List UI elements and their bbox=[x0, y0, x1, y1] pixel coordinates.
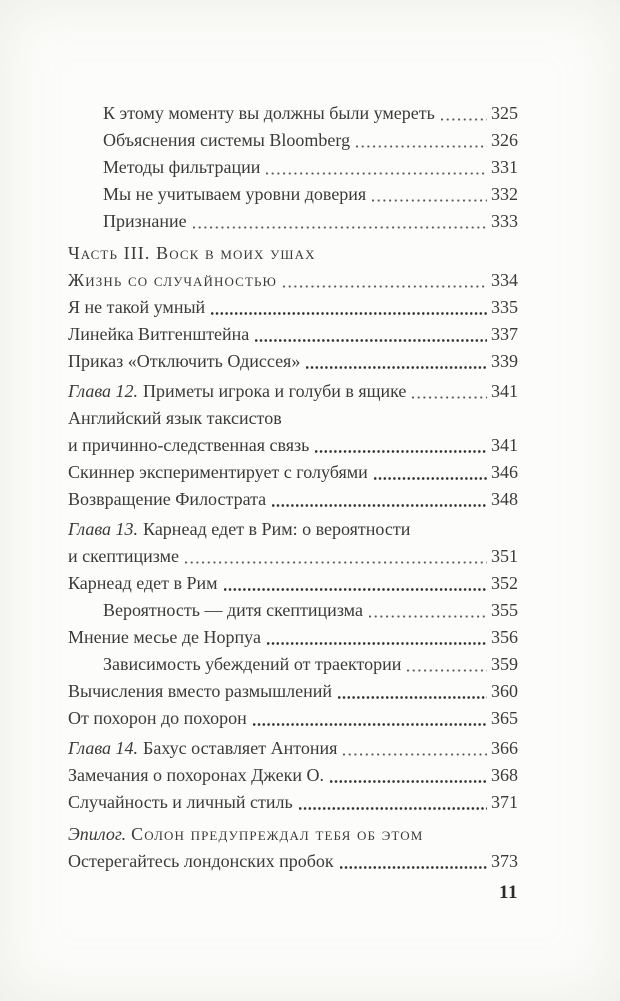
toc-entry bbox=[68, 597, 518, 624]
toc-entry-label: Карнеад едет в Рим: о вероятности bbox=[143, 519, 411, 539]
toc-entry-page-number: 335 bbox=[491, 297, 518, 317]
chapter-prefix: Глава 12. bbox=[68, 381, 139, 401]
toc-entry-page-number: 341 bbox=[491, 381, 518, 401]
toc-entry bbox=[68, 378, 518, 405]
dot-leader bbox=[356, 145, 487, 148]
dot-leader bbox=[224, 588, 487, 591]
toc-section bbox=[68, 516, 518, 732]
toc-entry bbox=[68, 848, 518, 875]
toc-entry bbox=[68, 735, 518, 762]
toc-entry bbox=[68, 267, 518, 294]
dot-leader bbox=[255, 339, 487, 342]
toc-entry-page-number: 333 bbox=[491, 211, 518, 231]
toc-entry-label: Мнение месье де Норпуа bbox=[68, 627, 261, 647]
toc-entry-label: Остерегайтесь лондонских пробок bbox=[68, 851, 334, 871]
toc-entry-label: и скептицизме bbox=[68, 546, 180, 566]
toc-entry-page-number: 366 bbox=[491, 738, 518, 758]
toc-entry bbox=[68, 127, 518, 154]
dot-leader bbox=[211, 312, 487, 315]
toc-entry bbox=[68, 100, 518, 127]
toc-entry-label: Линейка Витгенштейна bbox=[68, 324, 250, 344]
dot-leader bbox=[283, 285, 487, 288]
dot-leader bbox=[441, 118, 487, 121]
toc-entry-label: Жизнь со случайностью bbox=[68, 270, 278, 290]
toc-entry-page-number: 356 bbox=[491, 627, 518, 647]
toc-entry bbox=[68, 154, 518, 181]
chapter-prefix: Глава 14. bbox=[68, 738, 139, 758]
dot-leader bbox=[272, 504, 487, 507]
toc-entry bbox=[68, 294, 518, 321]
toc-entry bbox=[68, 486, 518, 513]
dot-leader bbox=[369, 615, 487, 618]
toc-entry-label: Методы фильтрации bbox=[103, 157, 261, 177]
toc-entry-label: Часть III. Воск в моих ушах bbox=[68, 243, 316, 263]
dot-leader bbox=[315, 450, 487, 453]
toc-entry-label: Приметы игрока и голуби в ящике bbox=[143, 381, 407, 401]
toc-entry-label: Английский язык таксистов bbox=[68, 408, 282, 428]
toc-entry-label: Признание bbox=[103, 211, 187, 231]
dot-leader bbox=[306, 366, 487, 369]
toc-entry-page-number: 326 bbox=[491, 130, 518, 150]
toc-entry-label: Замечания о похоронах Джеки О. bbox=[68, 765, 324, 785]
toc-section bbox=[68, 821, 518, 875]
toc-entry-label: Солон предупреждал тебя об этом bbox=[131, 824, 424, 844]
toc-entry-label: Бахус оставляет Антония bbox=[143, 738, 338, 758]
toc-section bbox=[68, 735, 518, 816]
toc-entry-page-number: 352 bbox=[491, 573, 518, 593]
toc-entry bbox=[68, 678, 518, 705]
toc-entry-label: Зависимость убеждений от траектории bbox=[103, 654, 402, 674]
dot-leader bbox=[343, 753, 487, 756]
toc-entry bbox=[68, 651, 518, 678]
toc-entry-page-number: 355 bbox=[491, 600, 518, 620]
dot-leader bbox=[372, 199, 487, 202]
toc-entry bbox=[68, 348, 518, 375]
toc-entry-label: Приказ «Отключить Одиссея» bbox=[68, 351, 301, 371]
toc-entry bbox=[68, 516, 518, 543]
toc-entry-page-number: 351 bbox=[491, 546, 518, 566]
toc-entry bbox=[68, 570, 518, 597]
toc-entry-label: Вычисления вместо размышлений bbox=[68, 681, 332, 701]
toc-entry-page-number: 368 bbox=[491, 765, 518, 785]
toc-entry-page-number: 334 bbox=[491, 270, 518, 290]
toc-entry bbox=[68, 821, 518, 848]
toc-entry bbox=[68, 624, 518, 651]
toc-entry-page-number: 332 bbox=[491, 184, 518, 204]
toc-entry-page-number: 365 bbox=[491, 708, 518, 728]
dot-leader bbox=[253, 723, 487, 726]
dot-leader bbox=[407, 669, 487, 672]
toc-entry-label: От похорон до похорон bbox=[68, 708, 247, 728]
toc-entry bbox=[68, 543, 518, 570]
toc-entry bbox=[68, 459, 518, 486]
toc-entry bbox=[68, 240, 518, 267]
dot-leader bbox=[267, 642, 487, 645]
toc-entry-page-number: 337 bbox=[491, 324, 518, 344]
dot-leader bbox=[299, 807, 487, 810]
dot-leader bbox=[412, 396, 487, 399]
dot-leader bbox=[330, 780, 487, 783]
toc-entry-page-number: 360 bbox=[491, 681, 518, 701]
toc-entry-label: и причинно-следственная связь bbox=[68, 435, 310, 455]
dot-leader bbox=[338, 696, 487, 699]
toc-entry-label: Объяснения системы Bloomberg bbox=[103, 130, 351, 150]
toc-section bbox=[68, 378, 518, 513]
dot-leader bbox=[374, 477, 487, 480]
toc-entry-page-number: 339 bbox=[491, 351, 518, 371]
toc-entry bbox=[68, 208, 518, 235]
toc-entry-label: Возвращение Филострата bbox=[68, 489, 267, 509]
toc-entry-label: Скиннер экспериментирует с голубями bbox=[68, 462, 368, 482]
toc-entry bbox=[68, 789, 518, 816]
toc-section bbox=[68, 240, 518, 375]
toc-entry bbox=[68, 181, 518, 208]
toc-entry-page-number: 331 bbox=[491, 157, 518, 177]
toc-entry bbox=[68, 762, 518, 789]
toc-entry-label: К этому моменту вы должны были умереть bbox=[103, 103, 435, 123]
toc-entry-page-number: 359 bbox=[491, 654, 518, 674]
dot-leader bbox=[193, 226, 487, 229]
toc-entry bbox=[68, 321, 518, 348]
dot-leader bbox=[185, 561, 487, 564]
dot-leader bbox=[266, 172, 487, 175]
toc-entry bbox=[68, 705, 518, 732]
toc-entry-page-number: 373 bbox=[491, 851, 518, 871]
toc-entry-label: Я не такой умный bbox=[68, 297, 206, 317]
toc-entry-label: Мы не учитываем уровни доверия bbox=[103, 184, 367, 204]
toc-entry-label: Карнеад едет в Рим bbox=[68, 573, 218, 593]
folio-page-number: 11 bbox=[499, 882, 518, 903]
toc-entry-page-number: 325 bbox=[491, 103, 518, 123]
chapter-prefix: Эпилог. bbox=[68, 824, 127, 844]
dot-leader bbox=[340, 866, 487, 869]
toc-entry-label: Случайность и личный стиль bbox=[68, 792, 293, 812]
toc-entry-page-number: 371 bbox=[491, 792, 518, 812]
toc-entry bbox=[68, 432, 518, 459]
toc-entry-page-number: 346 bbox=[491, 462, 518, 482]
toc-entry-page-number: 348 bbox=[491, 489, 518, 509]
chapter-prefix: Глава 13. bbox=[68, 519, 139, 539]
toc-section bbox=[68, 100, 518, 235]
toc-entry-page-number: 341 bbox=[491, 435, 518, 455]
toc bbox=[68, 100, 518, 875]
toc-entry bbox=[68, 405, 518, 432]
toc-entry-label: Вероятность — дитя скептицизма bbox=[103, 600, 363, 620]
